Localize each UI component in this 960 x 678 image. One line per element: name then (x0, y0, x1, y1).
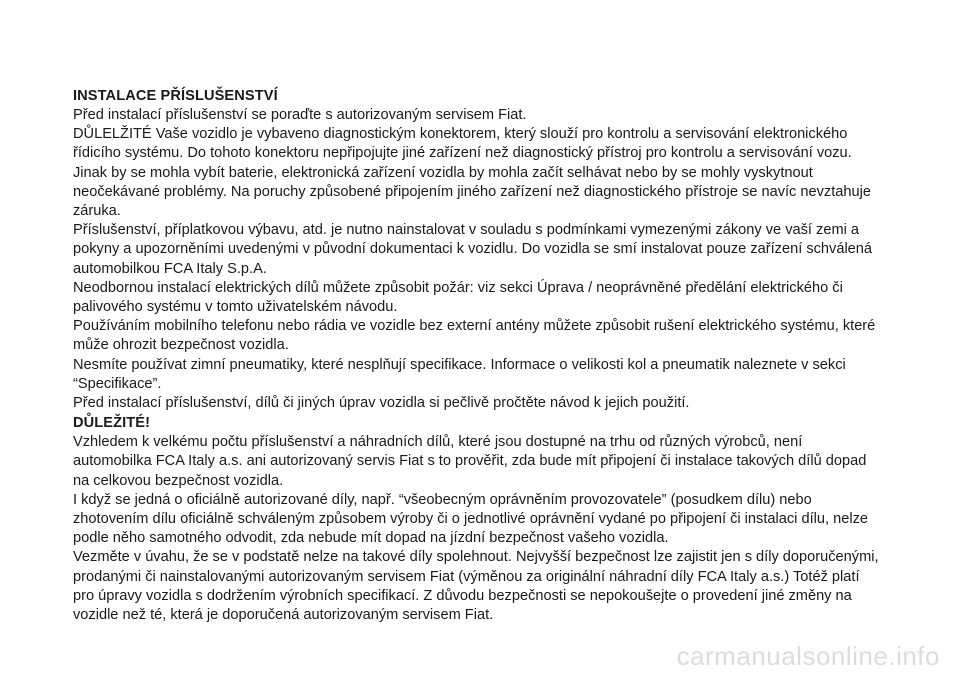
paragraph: Před instalací příslušenství se poraďte s autorizovaným servisem Fiat. (73, 107, 527, 123)
paragraph: Používáním mobilního telefonu nebo rádia ve vozidle bez externí antény můžete způsobit rušení elektrického systému, které může ohrozit bezpečnost vozidla. (73, 318, 876, 354)
paragraph: Vzhledem k velkému počtu příslušenství a náhradních dílů, které jsou dostupné na trhu od různých výrobců, není automobilka FCA Italy a.s. ani autorizovaný servis Fiat s to prověřit, zda bude mít připojení či instalace takových dílů dopad na celkovou bezpečnost vozidla. (73, 434, 867, 489)
section-heading: INSTALACE PŘÍSLUŠENSTVÍ (73, 88, 278, 104)
paragraph: Neodbornou instalací elektrických dílů můžete způsobit požár: viz sekci Úprava / neoprávněné předělání elektrického či palivového systému v tomto uživatelském návodu. (73, 279, 843, 316)
paragraph: Před instalací příslušenství, dílů či jiných úprav vozidla si pečlivě pročtěte návod k jejich použití. (73, 395, 690, 412)
important-heading: DŮLEŽITÉ! (73, 415, 151, 432)
paragraph: DŮLELŽITÉ Vaše vozidlo je vybaveno diagnostickým konektorem, který slouží pro kontrolu a servisování elektronického řídicího systému. Do tohoto konektoru nepřipojujte jiné zařízení než diagnostický přístroj pro kontrolu a servisování vozu. Jinak by se mohla vybít baterie, elektronická zařízení vozidla by mohla začít selhávat nebo by se mohly vyskytnout neočekávané problémy. Na poruchy způsobené připojením jiného zařízení než diagnostického přístroje se navíc nevztahuje záruka. (73, 126, 871, 220)
watermark: carmanualsonline.info (676, 641, 940, 671)
paragraph: Příslušenství, příplatkovou výbavu, atd. je nutno nainstalovat v souladu s podmínkami vymezenými zákony ve vaší zemi a pokyny a upozorněními uvedenými v původní dokumentaci k vozidlu. Do vozidla se smí instalovat pouze zařízení schválená automobilkou FCA Italy S.p.A. (73, 222, 873, 277)
paragraph: Vezměte v úvahu, že se v podstatě nelze na takové díly spolehnout. Nejvyšší bezpečnost lze zajistit jen s díly doporučenými, prodanými či nainstalovanými autorizovaným servisem Fiat (výměnou za originální náhradní díly FCA Italy a.s.) Totéž platí pro úpravy vozidla s dodržením výrobních specifikací. Z důvodu bezpečnosti se nepokoušejte o provedení jiné změny na vozidle než té, která je doporučená autorizovaným servisem Fiat. (73, 549, 879, 624)
manual-page (73, 86, 883, 625)
paragraph: I když se jedná o oficiálně autorizované díly, např. “všeobecným oprávněním provozovatele” (posudkem dílu) nebo zhotovením dílu oficiálně schváleným způsobem výroby či o jednotlivé oprávnění vydané po připojení či instalaci dílu, nelze podle něho samotného odvodit, zda nebude mít dopad na jízdní bezpečnost vašeho vozidla. (73, 491, 868, 547)
paragraph: Nesmíte používat zimní pneumatiky, které nesplňují specifikace. Informace o velikosti kol a pneumatik naleznete v sekci “Specifikace”. (73, 356, 846, 392)
